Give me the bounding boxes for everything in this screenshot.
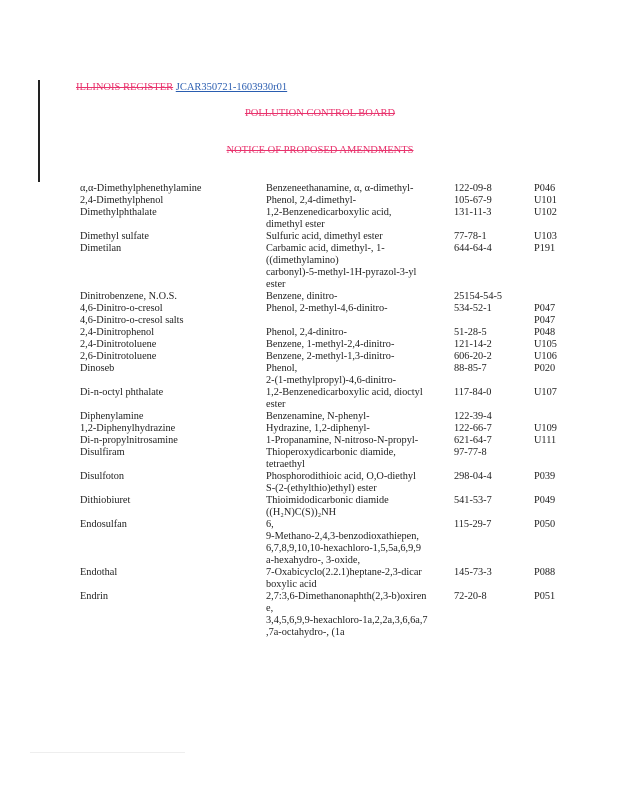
substance-name: 2,4-Dinitrophenol <box>80 327 155 338</box>
chem-name-line: 6,7,8,9,10,10-hexachloro-1,5,5a,6,9,9 <box>266 543 421 554</box>
table-row <box>80 495 580 519</box>
table-row <box>80 207 580 231</box>
waste-code: P047 <box>534 303 556 314</box>
table-row <box>80 339 580 351</box>
table-row <box>80 303 580 315</box>
chemical-abstracts-name <box>266 291 454 303</box>
chem-name-line: e, <box>266 603 274 614</box>
chemical-abstracts-name <box>266 351 454 363</box>
table-row <box>80 363 580 387</box>
waste-code: U106 <box>534 351 557 362</box>
waste-code: U111 <box>534 435 557 446</box>
substance-name: Dimetilan <box>80 243 122 254</box>
chem-name-line: Benzeneethanamine, α, α-dimethyl- <box>266 183 414 194</box>
chemical-abstracts-name <box>266 567 454 591</box>
table-row <box>80 471 580 495</box>
register-header <box>76 82 624 93</box>
chem-name-line: Benzenamine, N-phenyl- <box>266 411 370 422</box>
table-row <box>80 183 580 195</box>
cas-number: 88-85-7 <box>454 363 487 374</box>
substance-name: Di-n-octyl phthalate <box>80 387 164 398</box>
waste-code: P049 <box>534 495 556 506</box>
cas-number: 541-53-7 <box>454 495 492 506</box>
chemical-abstracts-name <box>266 519 454 567</box>
revision-margin-bar <box>38 80 40 182</box>
table-row <box>80 387 580 411</box>
cas-number <box>454 315 534 327</box>
cas-number: 77-78-1 <box>454 231 487 242</box>
chem-name-line: Thioperoxydicarbonic diamide, <box>266 447 396 458</box>
cas-number: 534-52-1 <box>454 303 492 314</box>
chem-name-line: Benzene, 1-methyl-2,4-dinitro- <box>266 339 395 350</box>
substance-name: Endothal <box>80 567 118 578</box>
chemical-abstracts-name <box>266 447 454 471</box>
chem-name-line: ester <box>266 279 286 290</box>
cas-number: 122-09-8 <box>454 183 492 194</box>
chem-name-line: 2-(1-methylpropyl)-4,6-dinitro- <box>266 375 397 386</box>
register-inserted-id[interactable]: JCAR350721-1603930r01 <box>175 82 288 93</box>
chemical-abstracts-name <box>266 495 454 519</box>
waste-code: P191 <box>534 243 556 254</box>
cas-number: 25154-54-5 <box>454 291 503 302</box>
chemical-abstracts-name <box>266 471 454 495</box>
footer-divider <box>30 752 185 753</box>
chem-name-line: Phenol, 2,4-dimethyl- <box>266 195 357 206</box>
register-deleted-text: ILLINOIS REGISTER <box>76 82 174 93</box>
waste-code: P047 <box>534 315 556 326</box>
cas-number: 105-67-9 <box>454 195 492 206</box>
chem-name-line: ((dimethylamino) <box>266 255 339 266</box>
substance-name: 2,4-Dinitrotoluene <box>80 339 157 350</box>
cas-number: 131-11-3 <box>454 207 492 218</box>
chem-name-line: Benzene, dinitro- <box>266 291 338 302</box>
chem-name-line: Phenol, <box>266 363 298 374</box>
cas-number: 122-39-4 <box>454 411 492 422</box>
substance-name: Di-n-propylnitrosamine <box>80 435 178 446</box>
waste-code <box>534 291 580 303</box>
chemical-abstracts-name <box>266 183 454 195</box>
chemical-abstracts-name <box>266 207 454 231</box>
substance-name: 1,2-Diphenylhydrazine <box>80 423 176 434</box>
waste-code: P048 <box>534 327 556 338</box>
waste-code: U101 <box>534 195 557 206</box>
table-row <box>80 447 580 471</box>
cas-number: 72-20-8 <box>454 591 487 602</box>
chem-name-line: Benzene, 2-methyl-1,3-dinitro- <box>266 351 395 362</box>
table-row <box>80 567 580 591</box>
substance-name: Disulfoton <box>80 471 125 482</box>
substance-name: 4,6-Dinitro-o-cresol salts <box>80 315 184 326</box>
waste-code: P051 <box>534 591 556 602</box>
chemical-abstracts-name <box>266 327 454 339</box>
substance-name: 2,4-Dimethylphenol <box>80 195 164 206</box>
chem-name-line: 1-Propanamine, N-nitroso-N-propyl- <box>266 435 419 446</box>
waste-code: P088 <box>534 567 556 578</box>
table-row <box>80 315 580 327</box>
chemical-abstracts-name <box>266 243 454 291</box>
chem-name-line: a-hexahydro-, 3-oxide, <box>266 555 361 566</box>
hazardous-constituents-table <box>80 183 580 639</box>
chemical-abstracts-name <box>266 435 454 447</box>
chemical-abstracts-name <box>266 195 454 207</box>
chem-name-line: dimethyl ester <box>266 219 325 230</box>
chemical-abstracts-name <box>266 339 454 351</box>
notice-title: NOTICE OF PROPOSED AMENDMENTS <box>226 145 414 156</box>
substance-name: α,α-Dimethylphenethylamine <box>80 183 202 194</box>
substance-name: Disulfiram <box>80 447 125 458</box>
chemical-abstracts-name <box>266 423 454 435</box>
chem-name-line: Thioimidodicarbonic diamide <box>266 495 389 506</box>
waste-code <box>534 411 580 423</box>
chemical-abstracts-name <box>266 591 454 639</box>
chem-name-line: 6, <box>266 519 274 530</box>
substance-name: 4,6-Dinitro-o-cresol <box>80 303 163 314</box>
cas-number: 97-77-8 <box>454 447 487 458</box>
table-row <box>80 435 580 447</box>
chem-name-line: boxylic acid <box>266 579 317 590</box>
cas-number: 644-64-4 <box>454 243 492 254</box>
chem-name-line: ,7a-octahydro-, (1a <box>266 627 345 638</box>
waste-code: U109 <box>534 423 557 434</box>
chemical-abstracts-name <box>266 231 454 243</box>
chem-name-line: 3,4,5,6,9,9-hexachloro-1a,2,2a,3,6,6a,7 <box>266 615 428 626</box>
substance-name: Dithiobiuret <box>80 495 131 506</box>
substance-name: Diphenylamine <box>80 411 144 422</box>
table-row <box>80 351 580 363</box>
table-row <box>80 291 580 303</box>
cas-number: 298-04-4 <box>454 471 492 482</box>
cas-number: 145-73-3 <box>454 567 492 578</box>
chem-name-line: ((H₂N)C(S))₂NH <box>266 507 337 518</box>
chem-name-line: Phenol, 2-methyl-4,6-dinitro- <box>266 303 388 314</box>
cas-number: 115-29-7 <box>454 519 492 530</box>
cas-number: 122-66-7 <box>454 423 492 434</box>
chem-name-line: 2,7:3,6-Dimethanonaphth(2,3-b)oxiren <box>266 591 427 602</box>
table-row <box>80 411 580 423</box>
chem-name-line: tetraethyl <box>266 459 305 470</box>
chemical-abstracts-name <box>266 363 454 387</box>
chem-name-line: Phenol, 2,4-dinitro- <box>266 327 347 338</box>
waste-code: U102 <box>534 207 557 218</box>
waste-code: U105 <box>534 339 557 350</box>
cas-number: 621-64-7 <box>454 435 492 446</box>
table-row <box>80 195 580 207</box>
table-row <box>80 591 580 639</box>
chem-name-line: ester <box>266 399 286 410</box>
board-title: POLLUTION CONTROL BOARD <box>244 108 396 119</box>
waste-code: P046 <box>534 183 556 194</box>
chem-name-line: Phosphorodithioic acid, O,O-diethyl <box>266 471 416 482</box>
table-row <box>80 231 580 243</box>
waste-code: P020 <box>534 363 556 374</box>
cas-number: 121-14-2 <box>454 339 492 350</box>
chem-name-line: Sulfuric acid, dimethyl ester <box>266 231 383 242</box>
chem-name-line: 7-Oxabicyclo(2.2.1)heptane-2,3-dicar <box>266 567 422 578</box>
chemical-abstracts-name <box>266 315 454 327</box>
chemical-abstracts-name <box>266 411 454 423</box>
substance-name: Endrin <box>80 591 109 602</box>
substance-name: Dinitrobenzene, N.O.S. <box>80 291 177 302</box>
substance-name: Dinoseb <box>80 363 115 374</box>
chem-name-line: S-(2-(ethylthio)ethyl) ester <box>266 483 377 494</box>
table-row <box>80 519 580 567</box>
chemical-abstracts-name <box>266 303 454 315</box>
waste-code: U107 <box>534 387 557 398</box>
substance-name: 2,6-Dinitrotoluene <box>80 351 157 362</box>
waste-code: P039 <box>534 471 556 482</box>
table-row <box>80 327 580 339</box>
substance-name: Endosulfan <box>80 519 127 530</box>
table-row <box>80 423 580 435</box>
chem-name-line: 1,2-Benzenedicarboxylic acid, dioctyl <box>266 387 423 398</box>
waste-code: U103 <box>534 231 557 242</box>
substance-name: Dimethyl sulfate <box>80 231 149 242</box>
table-row <box>80 243 580 291</box>
chem-name-line: 1,2-Benzenedicarboxylic acid, <box>266 207 392 218</box>
chem-name-line: Hydrazine, 1,2-diphenyl- <box>266 423 370 434</box>
waste-code <box>534 447 580 471</box>
substance-name: Dimethylphthalate <box>80 207 157 218</box>
chemical-abstracts-name <box>266 387 454 411</box>
waste-code: P050 <box>534 519 556 530</box>
cas-number: 117-84-0 <box>454 387 492 398</box>
chem-name-line: 9-Methano-2,4,3-benzodioxathiepen, <box>266 531 419 542</box>
chem-name-line: carbonyl)-5-methyl-1H-pyrazol-3-yl <box>266 267 417 278</box>
chem-name-line: Carbamic acid, dimethyl-, 1- <box>266 243 385 254</box>
cas-number: 51-28-5 <box>454 327 487 338</box>
cas-number: 606-20-2 <box>454 351 492 362</box>
chem-name-line <box>266 315 454 327</box>
